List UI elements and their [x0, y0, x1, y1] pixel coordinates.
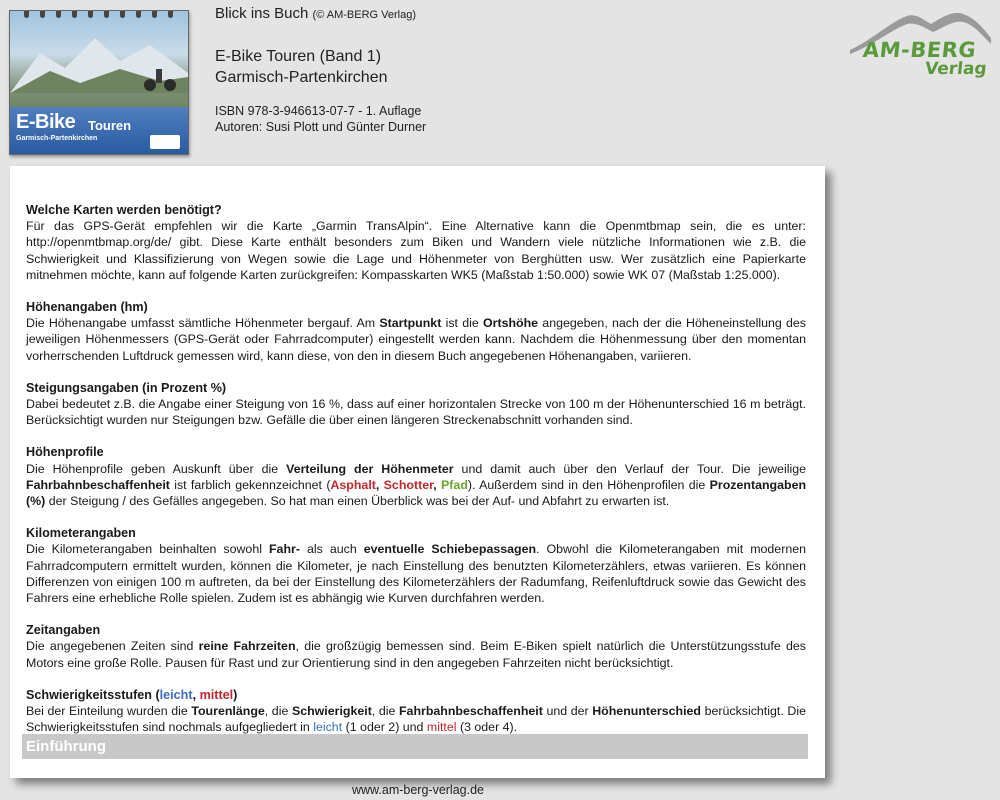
copyright-note: (© AM-BERG Verlag) [312, 9, 417, 21]
surface-pfad: Pfad [441, 477, 468, 492]
section-heading: Welche Karten werden benötigt? [26, 203, 222, 217]
binding-ring-icon [120, 10, 125, 18]
level-mittel: mittel [199, 687, 234, 702]
section-body: Die Höhenangabe umfasst sämtliche Höhenmeter bergauf. Am Startpunkt ist die Ortshöhe angegeben, nach der die Höheneinstellung des jeweiligen Höhenmessers (GPS-Gerät oder Fahrradcomputer) eingestellt werden kann. Nachdem die Höhenmessung über den momentan vorherrschenden Luftdruck gemessen wird, kann diese, von den in diesem Buch angegebenen Höhenangaben, variieren. [26, 316, 806, 363]
section-body: Die Kilometerangaben beinhalten sowohl Fahr- als auch eventuelle Schiebepassagen. Obwohl die Kilometerangaben mit modernen Fahrradcomputern ermittelt wurden, können die Kilometer, je nach Einstellung des benutzten Kilometerzählers, etwas variieren. Es können Differenzen von einigen 100 m auftreten, da bei der Einstellung des Kilometerzählers der Radumfang, Reifenluftdruck sowie das Gewicht des Fahrers eine erhebliche Rolle spielen. Zudem ist es abhängig wie Kurven durchfahren werden. [26, 542, 806, 606]
publisher-logo-subtext: Verlag [923, 59, 988, 79]
section-heading: Steigungsangaben (in Prozent %) [26, 380, 227, 395]
chapter-footer-bar: Einführung [22, 734, 808, 759]
binding-ring-icon [168, 10, 173, 18]
page-sheet [10, 166, 825, 778]
section-body: Dabei bedeutet z.B. die Angabe einer Steigung von 16 %, dass auf einer horizontalen Strecke von 100 m der Höhenunterschied 16 m beträgt. Berücksichtigt wurden nur Steigungen bzw. Gefälle die über einen längeren Streckenabschnitt vorhanden sind. [26, 397, 806, 428]
publisher-logo-text: AM-BERG [861, 38, 978, 62]
binding-ring-icon [40, 10, 45, 18]
isbn-line: ISBN 978-3-946613-07-7 - 1. Auflage [215, 104, 422, 118]
section-karten [26, 202, 806, 283]
section-body: Die Höhenprofile geben Auskunft über die Verteilung der Höhenmeter und damit auch über den Verlauf der Tour. Die jeweilige Fahrbahnbeschaffenheit ist farblich gekennzeichnet (Asphalt, Schotter, Pfad). Außerdem sind in den Höhenprofilen die Prozentangaben (%) der Steigung / des Gefälles angegeben. So hat man einen Überblick was bei der Auf- und Abfahrt zu erwarten ist. [26, 461, 807, 509]
section-heading: Zeitangaben [26, 623, 101, 638]
page-content [26, 202, 806, 751]
section-body: Die angegebenen Zeiten sind reine Fahrzeiten, die großzügig bemessen sind. Beim E-Biken spielt natürlich die Unterstützungsstufe des Motors eine große Rolle. Pausen für Rast und zur Orientierung sind in den angegeben Fahrzeiten nicht berücksichtigt. [26, 639, 806, 670]
section-kilometer [26, 525, 806, 606]
cover-title-2: Touren [88, 118, 132, 133]
binding-ring-icon [152, 10, 157, 18]
level-leicht: leicht [159, 687, 193, 702]
book-title: E-Bike Touren (Band 1) [215, 48, 382, 65]
book-cover-image[interactable] [9, 10, 189, 155]
cover-publisher-logo [150, 135, 180, 149]
website-link[interactable]: www.am-berg-verlag.de [352, 783, 484, 797]
binding-ring-icon [24, 10, 29, 18]
binding-ring-icon [72, 10, 77, 18]
section-body: Für das GPS-Gerät empfehlen wir die Karte „Garmin TransAlpin“. Eine Alternative kann die Openmtbmap sein, die es unter: http://openmtbmap.org/de/ gibt. Diese Karte enthält besonders zum Biken und Wandern viele nützliche Informationen wie z.B. die Schwierigkeit und Klassifizierung von Wegen sowie die Lage und Höhenmeter von Berghütten usw. Wer zusätzlich eine Papierkarte mitnehmen möchte, kann auf folgende Karten zurückgreifen: Kompasskarten WK5 (Maßstab 1:50.000) sowie WK 07 (Maßstab 1:25.000). [26, 219, 806, 282]
section-zeit [26, 622, 806, 671]
surface-asphalt: Asphalt [330, 477, 376, 492]
surface-schotter: Schotter [383, 477, 434, 492]
binding-ring-icon [136, 10, 141, 18]
section-schwierigkeit [26, 687, 806, 736]
cover-subtitle: Garmisch-Partenkirchen [16, 135, 98, 142]
section-body: Bei der Einteilung wurden die Tourenlänge, die Schwierigkeit, die Fahrbahnbeschaffenheit und der Höhenunterschied berücksichtigt. Die Schwierigkeitsstufen sind nochmals aufgegliedert in leicht (1 oder 2) und mittel (3 oder 4). [26, 704, 806, 735]
section-steigung [26, 380, 806, 429]
section-heading: Schwierigkeitsstufen (leicht, mittel) [26, 687, 238, 702]
section-heading: Kilometerangaben [26, 526, 136, 541]
preview-label: Blick ins Buch [215, 5, 309, 22]
book-region: Garmisch-Partenkirchen [215, 69, 388, 86]
header [0, 0, 1000, 160]
section-heading: Höhenangaben (hm) [26, 300, 148, 315]
binding-ring-icon [88, 10, 93, 18]
section-hoehenangaben [26, 299, 806, 364]
binding-ring-icon [56, 10, 61, 18]
section-hoehenprofile [26, 444, 806, 509]
binding-ring-icon [104, 10, 109, 18]
section-heading: Höhenprofile [26, 445, 104, 460]
book-meta [215, 5, 426, 135]
cover-title: E-Bike [16, 111, 76, 133]
mountain-scene-icon [10, 33, 188, 93]
authors-line: Autoren: Susi Plott und Günter Durner [215, 120, 427, 134]
